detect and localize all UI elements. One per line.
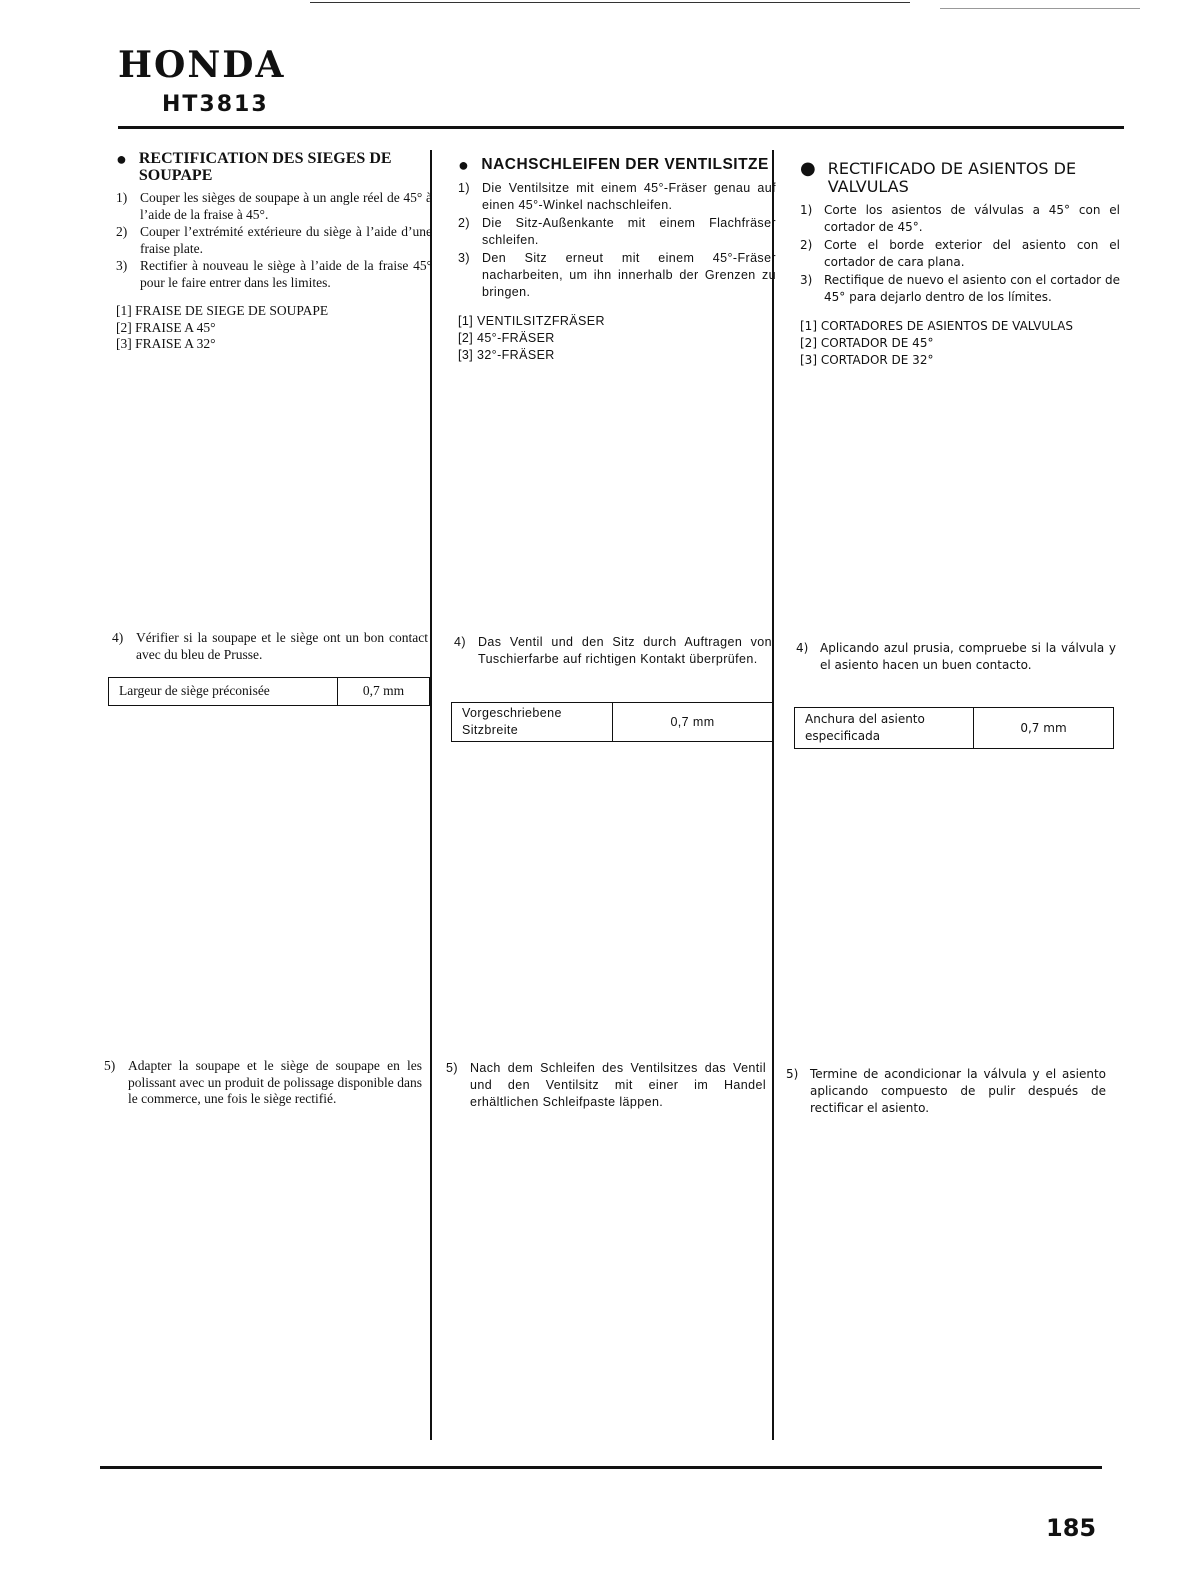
step-text: Vérifier si la soupape et le siège ont un bon contact avec du bleu de Prusse. bbox=[136, 630, 428, 662]
german-step-4 bbox=[454, 634, 772, 669]
step-number: 5) bbox=[446, 1061, 458, 1075]
german-section-top bbox=[458, 156, 776, 364]
ref-item: [2] FRAISE A 45° bbox=[116, 319, 216, 335]
ref-item: [3] CORTADOR DE 32° bbox=[800, 353, 934, 367]
spanish-spec-table bbox=[794, 707, 1114, 749]
step-number: 5) bbox=[786, 1067, 799, 1081]
german-step-5 bbox=[446, 1060, 766, 1112]
french-step-5 bbox=[104, 1058, 422, 1109]
german-heading-text: NACHSCHLEIFEN DER VENTILSITZE bbox=[481, 156, 769, 173]
french-heading-text: RECTIFICATION DES SIEGES DE SOUPAPE bbox=[138, 150, 392, 184]
spanish-heading-text: RECTIFICADO DE ASIENTOS DE VALVULAS bbox=[827, 159, 1077, 196]
step-number: 2) bbox=[116, 224, 128, 239]
step-text: Couper les sièges de soupape à un angle réel de 45° à l’aide de la fraise à 45°. bbox=[140, 190, 432, 222]
step-text: Aplicando azul prusia, compruebe si la válvula y el asiento hacen un buen contacto. bbox=[820, 641, 1116, 672]
bullet-icon: ● bbox=[800, 158, 816, 179]
step-item bbox=[800, 272, 1120, 306]
ref-item: [2] CORTADOR DE 45° bbox=[800, 336, 934, 350]
spanish-step-4 bbox=[796, 640, 1116, 675]
german-refs bbox=[458, 313, 776, 364]
step-number: 3) bbox=[116, 258, 128, 273]
spanish-heading bbox=[800, 160, 1120, 196]
step-text: Die Ventilsitze mit einem 45°-Fräser genau auf einen 45°-Winkel nachschleifen. bbox=[482, 181, 776, 212]
step-item bbox=[116, 224, 432, 257]
step-number: 4) bbox=[796, 641, 809, 655]
spanish-step-5 bbox=[786, 1066, 1106, 1118]
step-text: Rectifique de nuevo el asiento con el cortador de 45° para dejarlo dentro de los límites. bbox=[824, 273, 1120, 304]
step-number: 2) bbox=[458, 216, 470, 230]
ref-item: [1] CORTADORES DE ASIENTOS DE VALVULAS bbox=[800, 319, 1073, 333]
step-text: Corte los asientos de válvulas a 45° con el cortador de 45°. bbox=[824, 203, 1120, 234]
step-number: 3) bbox=[800, 273, 813, 287]
ref-item: [1] FRAISE DE SIEGE DE SOUPAPE bbox=[116, 303, 329, 318]
german-heading bbox=[458, 156, 776, 174]
french-step-4 bbox=[112, 630, 428, 664]
step-item bbox=[116, 190, 432, 223]
step-item bbox=[458, 180, 776, 214]
spec-value: 0,7 mm bbox=[670, 714, 715, 729]
scan-top-line-2 bbox=[940, 8, 1140, 9]
scan-top-line bbox=[310, 2, 910, 3]
spec-value: 0,7 mm bbox=[362, 683, 405, 699]
step-text: Den Sitz erneut mit einem 45°-Fräser nacharbeiten, um ihn innerhalb der Grenzen zu bringen. bbox=[482, 251, 776, 299]
step-item bbox=[458, 215, 776, 249]
step-number: 2) bbox=[800, 238, 813, 252]
page-number: 185 bbox=[1046, 1514, 1097, 1542]
german-steps bbox=[458, 180, 776, 301]
french-refs bbox=[116, 303, 432, 353]
step-number: 4) bbox=[454, 635, 466, 649]
model-number: HT3813 bbox=[162, 92, 269, 117]
step-number: 1) bbox=[800, 203, 813, 217]
step-number: 1) bbox=[458, 181, 470, 195]
step-number: 4) bbox=[112, 630, 124, 645]
spec-label: Vorgeschriebene Sitzbreite bbox=[452, 703, 613, 741]
spec-label: Anchura del asiento especificada bbox=[795, 708, 974, 748]
header-rule bbox=[118, 126, 1124, 129]
step-text: Corte el borde exterior del asiento con el cortador de cara plana. bbox=[824, 238, 1120, 269]
step-item bbox=[116, 258, 432, 291]
spanish-section-top bbox=[800, 160, 1120, 369]
french-spec-table bbox=[108, 677, 430, 706]
step-number: 3) bbox=[458, 251, 470, 265]
step-text: Rectifier à nouveau le siège à l’aide de la fraise 45° pour le faire entrer dans les limites. bbox=[140, 258, 432, 290]
french-section-top bbox=[116, 150, 432, 353]
step-item bbox=[800, 237, 1120, 271]
french-steps bbox=[116, 190, 432, 291]
bullet-icon: ● bbox=[116, 149, 127, 169]
step-text: Die Sitz-Außenkante mit einem Flachfräser schleifen. bbox=[482, 216, 776, 247]
ref-item: [2] 45°-FRÄSER bbox=[458, 331, 555, 345]
german-spec-table bbox=[451, 702, 773, 742]
bullet-icon: ● bbox=[458, 155, 470, 175]
footer-rule bbox=[100, 1466, 1102, 1469]
brand-logo: HONDA bbox=[118, 44, 286, 86]
ref-item: [3] 32°-FRÄSER bbox=[458, 348, 555, 362]
step-text: Couper l’extrémité extérieure du siège à l’aide d’une fraise plate. bbox=[140, 224, 432, 256]
step-item bbox=[800, 202, 1120, 236]
step-text: Nach dem Schleifen des Ventilsitzes das Ventil und den Ventilsitz mit einer im Handel erhältlichen Schleifpaste läppen. bbox=[470, 1061, 766, 1109]
step-text: Adapter la soupape et le siège de soupape en les polissant avec un produit de polissage disponible dans le commerce, une fois le siège rectifié. bbox=[128, 1058, 422, 1106]
spanish-refs bbox=[800, 318, 1120, 369]
step-number: 1) bbox=[116, 190, 128, 205]
spec-value: 0,7 mm bbox=[1020, 720, 1067, 735]
ref-item: [1] VENTILSITZFRÄSER bbox=[458, 314, 605, 328]
french-heading bbox=[116, 150, 432, 184]
spec-label: Largeur de siège préconisée bbox=[109, 678, 338, 705]
step-item bbox=[458, 250, 776, 301]
spanish-steps bbox=[800, 202, 1120, 306]
step-text: Das Ventil und den Sitz durch Auftragen von Tuschierfarbe auf richtigen Kontakt überprüfen. bbox=[478, 635, 772, 666]
ref-item: [3] FRAISE A 32° bbox=[116, 336, 216, 351]
step-text: Termine de acondicionar la válvula y el asiento aplicando compuesto de pulir después de rectificar el asiento. bbox=[810, 1067, 1106, 1115]
step-number: 5) bbox=[104, 1058, 116, 1073]
